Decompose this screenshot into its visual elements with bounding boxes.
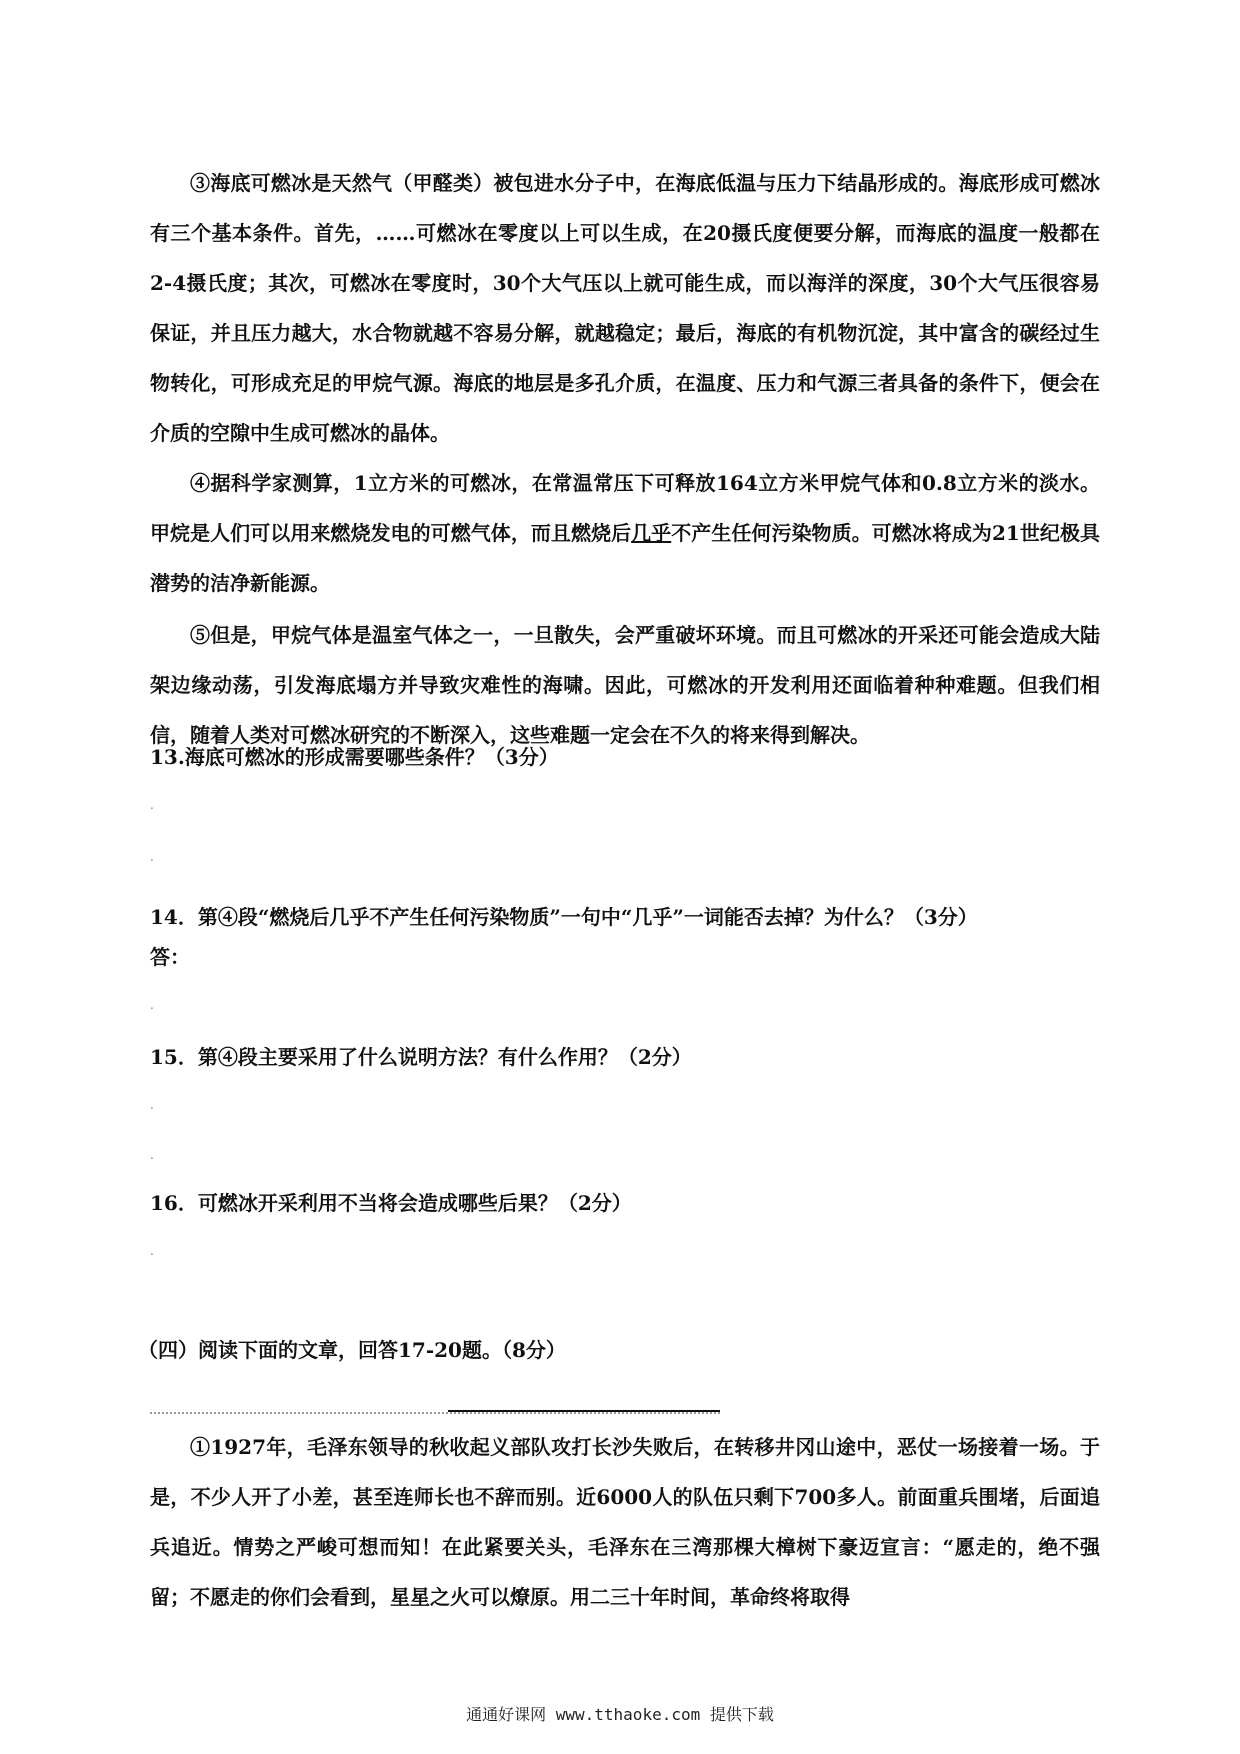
- underlined-word: 几乎: [631, 521, 672, 545]
- answer-space-16[interactable]: [150, 1256, 154, 1260]
- answer-label-14: 答：: [150, 945, 190, 969]
- section-4-heading: （四）阅读下面的文章，回答17-20题。（8分）: [138, 1338, 566, 1362]
- question-15: 15．第④段主要采用了什么说明方法？有什么作用？（2分）: [150, 1045, 692, 1069]
- paragraph-3: ③海底可燃冰是天然气（甲醛类）被包进水分子中，在海底低温与压力下结晶形成的。海底形成可燃冰有三个基本条件。首先，……可燃冰在零度以上可以生成，在20摄氏度便要分解，而海底的温度一般都在2-4摄氏度；其次，可燃冰在零度时，30个大气压以上就可能生成，而以海洋的深度，30个大气压很容易保证，并且压力越大，水合物就越不容易分解，就越稳定；最后，海底的有机物沉淀，其中富含的碳经过生物转化，可形成充足的甲烷气源。海底的地层是多孔介质，在温度、压力和气源三者具备的条件下，便会在介质的空隙中生成可燃冰的晶体。: [150, 171, 1100, 445]
- answer-space-15a[interactable]: [150, 1110, 154, 1114]
- question-14: 14．第④段“燃烧后几乎不产生任何污染物质”一句中“几乎”一词能否去掉？为什么？（3分）: [150, 905, 978, 929]
- question-16: 16．可燃冰开采利用不当将会造成哪些后果？（2分）: [150, 1191, 632, 1215]
- answer-space-15b[interactable]: [150, 1160, 154, 1164]
- paragraph-4-text-b: 不产生任何污染物质。可燃冰将成为21世纪极具潜势的洁净新能源。: [150, 521, 1100, 595]
- paragraph-4-text-a: ④据科学家测算，1立方米的可燃冰，在常温常压下可释放164立方米甲烷气体和0.8立方米的淡水。甲烷是人们可以用来燃烧发电的可燃气体，而且燃烧后: [150, 471, 1100, 545]
- paragraph-4: [150, 458, 1100, 608]
- footer-credit: 通通好课网 www.tthaoke.com 提供下载: [466, 1705, 774, 1724]
- section-4-paragraph-1: ①1927年，毛泽东领导的秋收起义部队攻打长沙失败后，在转移井冈山途中，恶仗一场接着一场。于是，不少人开了小差，甚至连师长也不辞而别。近6000人的队伍只剩下700多人。前面重兵围堵，后面追兵追近。情势之严峻可想而知！在此紧要关头，毛泽东在三湾那棵大樟树下豪迈宣言：“愿走的，绝不强留；不愿走的你们会看到，星星之火可以燎原。用二三十年时间，革命终将取得: [150, 1435, 1100, 1609]
- answer-space-13a[interactable]: [150, 810, 154, 814]
- answer-space-13b[interactable]: [150, 862, 154, 866]
- question-13: 13.海底可燃冰的形成需要哪些条件？（3分）: [150, 745, 559, 769]
- paragraph-5: ⑤但是，甲烷气体是温室气体之一，一旦散失，会严重破坏环境。而且可燃冰的开采还可能会造成大陆架边缘动荡，引发海底塌方并导致灾难性的海啸。因此，可燃冰的开发利用还面临着种种难题。但我们相信，随着人类对可燃冰研究的不断深入，这些难题一定会在不久的将来得到解决。: [150, 623, 1100, 747]
- solid-divider: [448, 1408, 720, 1412]
- answer-space-14[interactable]: [150, 1010, 154, 1014]
